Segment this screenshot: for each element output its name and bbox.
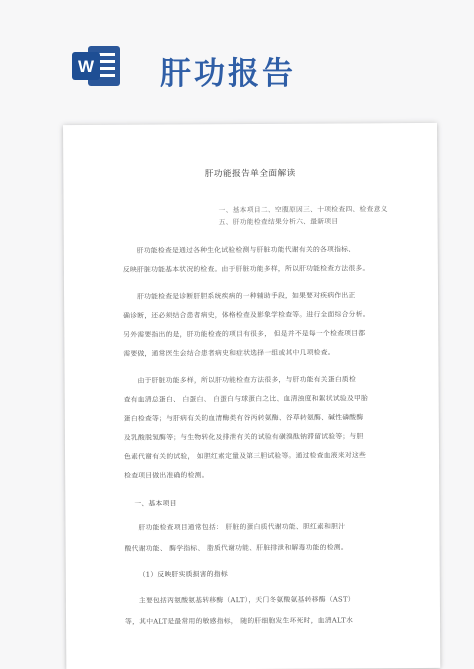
word-document-icon bbox=[70, 40, 122, 92]
paragraph-line: 肝功能检查项目通常包括： 肝脏的蛋白质代谢功能、胆红素和胆汁 bbox=[138, 522, 346, 532]
paragraph-line: 色素代谢有关的试验， 如胆红素定量及第三胆试验等。通过检查血液来对这些 bbox=[124, 451, 367, 461]
banner-title: 肝功报告 bbox=[160, 56, 296, 92]
toc-line: 一、基本项目二、空腹原因三、十项检查四、检查意义 bbox=[218, 205, 388, 215]
section-heading: 一、基本项目 bbox=[134, 499, 177, 508]
paragraph-line: 检查项目做出准确的检测。 bbox=[124, 471, 209, 480]
paragraph-line: 肝功能检查是通过各种生化试验检测与肝脏功能代谢有关的各项指标、 bbox=[136, 245, 356, 255]
paragraph-line: 等，其中ALT是最常用的敏感指标， 随的肝细胞发生坏死时，血清ALT水 bbox=[125, 616, 354, 626]
paragraph-line: 另外需要指出的是，肝功能检查的项目有很多， 但是并不是每一个检查项目都 bbox=[123, 329, 366, 339]
word-logo-letter: W bbox=[77, 57, 95, 76]
paragraph-line: 需要做，通常医生会结合患者病史和症状选择一组或其中几项检查。 bbox=[123, 348, 335, 358]
paragraph-line: 反映肝脏功能基本状况的检查。由于肝脏功能多样，所以肝功能检查方法很多。 bbox=[122, 264, 370, 274]
document-title: 肝功能报告单全面解读 bbox=[204, 168, 296, 180]
paragraph-line: 及乳酸脱氢酶等；与生物转化及排泄有关的试验有磺溴酞钠滞留试验等；与胆 bbox=[123, 432, 364, 442]
paragraph-line: 肝功能检查是诊断肝胆系统疾病的一种辅助手段，如果要对疾病作出正 bbox=[137, 291, 356, 301]
banner bbox=[0, 0, 474, 115]
paragraph-line: 确诊断，还必须结合患者病史，体格检查及影象学检查等。进行全面综合分析。 bbox=[123, 310, 370, 320]
paragraph-line: 蛋白检查等；与肝病有关的血清酶类有谷丙转氨酶、谷草转氨酶、碱性磷酸酶 bbox=[123, 413, 364, 423]
toc-line: 五、肝功能检查结果分析六、最新项目 bbox=[218, 217, 339, 227]
paragraph-line: 由于肝脏功能多样，所以肝功能检查方法很多，与肝功能有关蛋白质检 bbox=[137, 375, 357, 385]
paragraph-line: 酸代谢功能、 酶学指标、 脂质代谢功能、肝脏排泄和解毒功能的检测。 bbox=[124, 543, 348, 553]
document-page bbox=[63, 123, 440, 669]
paragraph-line: 查有血清总蛋白、 白蛋白、 白蛋白与球蛋白之比、血清浊度和絮状试验及甲胎 bbox=[123, 394, 369, 404]
paragraph-line: 主要包括丙氨酸氨基转移酶（ALT），天门冬氨酸氨基转移酶（AST） bbox=[138, 595, 355, 605]
sub-heading: （1）反映肝实质损害的指标 bbox=[138, 570, 228, 579]
